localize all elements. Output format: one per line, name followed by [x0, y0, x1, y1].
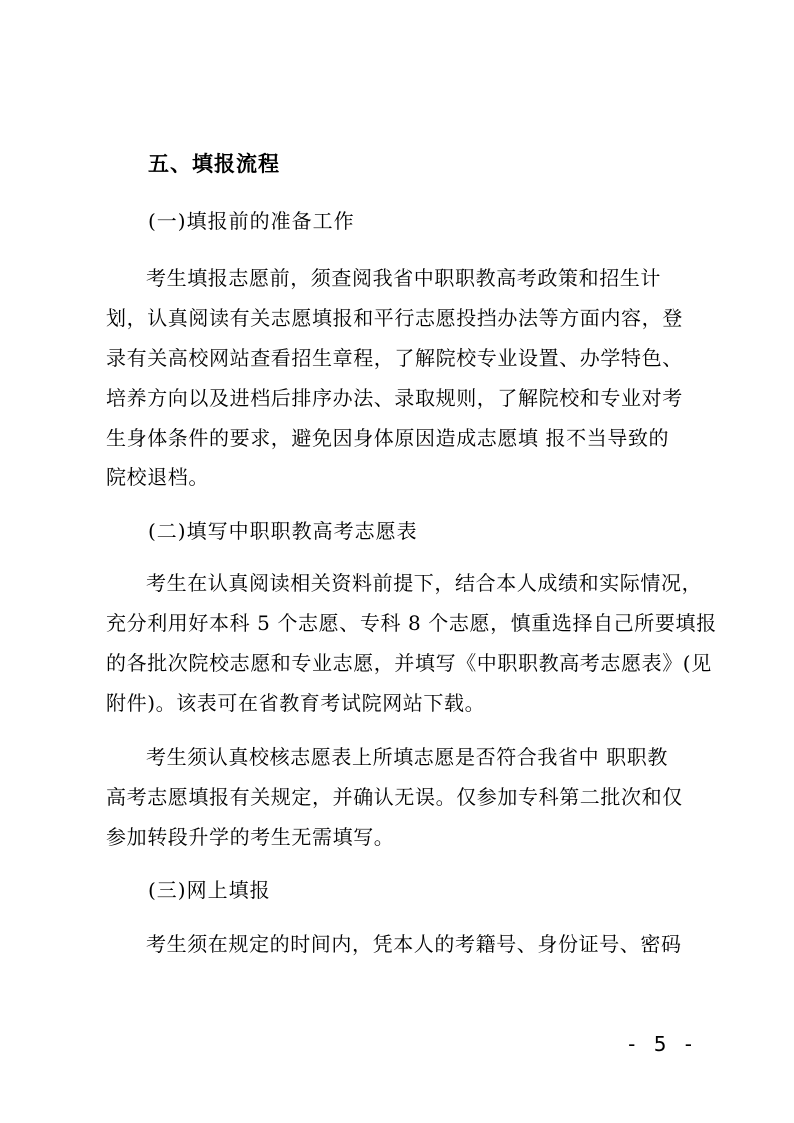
paragraph-line: 考生填报志愿前，须查阅我省中职职教高考政策和招生计: [146, 266, 661, 290]
paragraph-line: 高考志愿填报有关规定，并确认无误。仅参加专科第二批次和仅: [106, 785, 683, 809]
paragraph-line: 院校退档。: [106, 465, 209, 489]
subsection-title-2: (二)填写中职职教高考志愿表: [148, 519, 418, 543]
paragraph-line: 生身体条件的要求，避免因身体原因造成志愿填 报不当导致的: [106, 426, 670, 450]
subsection-title-1: (一)填报前的准备工作: [148, 209, 355, 233]
paragraph-line: 参加转段升学的考生无需填写。: [106, 825, 395, 849]
paragraph-line: 充分利用好本科 5 个志愿、专科 8 个志愿，慎重选择自己所要填报: [106, 611, 717, 635]
section-heading: 五、填报流程: [148, 152, 280, 176]
paragraph-line: 的各批次院校志愿和专业志愿，并填写《中职职教高考志愿表》(见: [106, 651, 712, 675]
paragraph-line: 培养方向以及进档后排序办法、录取规则，了解院校和专业对考: [106, 386, 683, 410]
page-number: - 5 -: [628, 1032, 698, 1056]
paragraph-line: 划，认真阅读有关志愿填报和平行志愿投挡办法等方面内容，登: [106, 306, 683, 330]
subsection-title-3: (三)网上填报: [148, 878, 271, 902]
paragraph-line: 考生须认真校核志愿表上所填志愿是否符合我省中 职职教: [146, 745, 668, 769]
paragraph-line: 考生在认真阅读相关资料前提下，结合本人成绩和实际情况，: [146, 571, 703, 595]
paragraph-line: 附件)。该表可在省教育考试院网站下载。: [106, 691, 486, 715]
paragraph-line: 录有关高校网站查看招生章程，了解院校专业设置、办学特色、: [106, 346, 683, 370]
paragraph-line: 考生须在规定的时间内，凭本人的考籍号、身份证号、密码: [146, 932, 682, 956]
